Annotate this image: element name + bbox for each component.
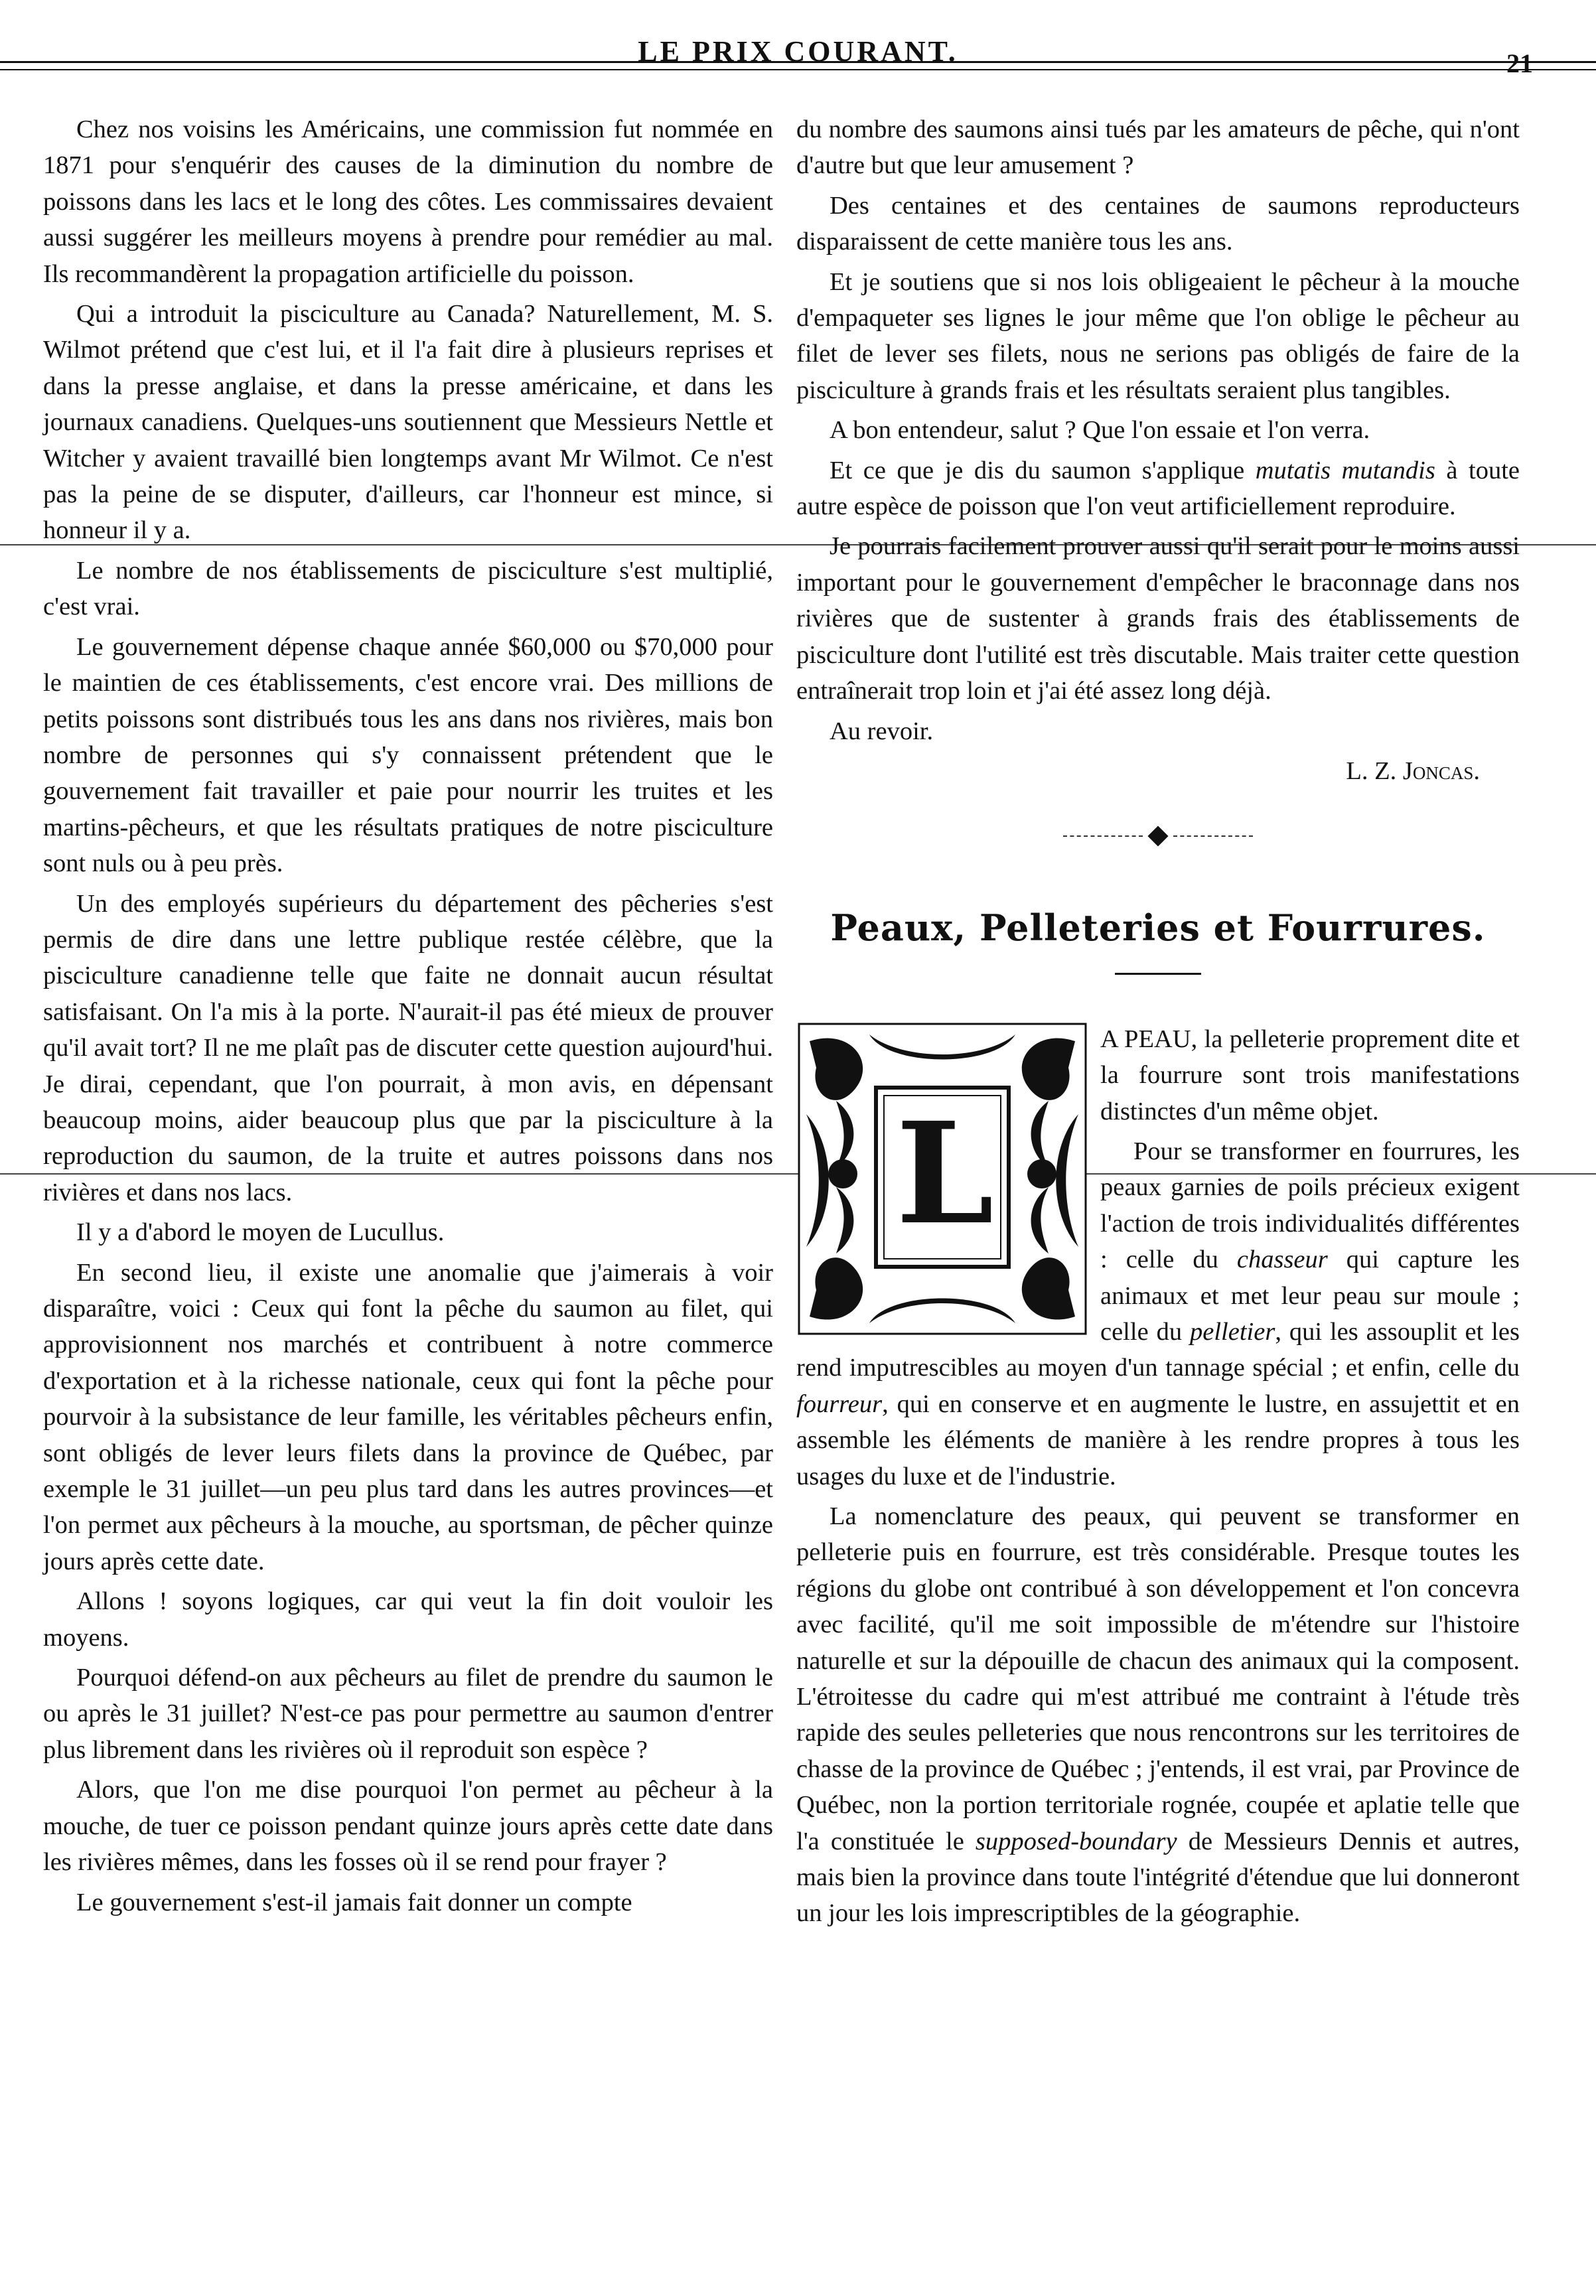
text-run: de Messieurs Dennis et autres, mais bien la province dans toute l'intégrité d'étendue que lui donneront un jour les lois imprescriptibles de la géographie.	[796, 1827, 1520, 1928]
paragraph: Le gouvernement s'est-il jamais fait donner un compte	[76, 1888, 632, 1916]
right-column	[796, 111, 1520, 1936]
paragraph: Alors, que l'on me dise pourquoi l'on permet au pêcheur à la mouche, de tuer ce poisson pendant quinze jours après cette date dans les rivières mêmes, dans les fosses où il se rend pour frayer ?	[43, 1776, 773, 1877]
left-column	[43, 111, 773, 1924]
text-run: Et ce que je dis du saumon s'applique	[830, 456, 1256, 484]
italic-phrase: supposed-boundary	[975, 1827, 1177, 1855]
text-run: , qui les assouplit et les rend imputrescibles au moyen d'un tannage spécial ; et enfin, celle du	[796, 1317, 1520, 1382]
ornament-divider	[796, 829, 1520, 843]
divider-dash	[1173, 835, 1253, 837]
paragraph	[796, 1498, 1520, 1932]
diamond-ornament-icon	[1147, 826, 1168, 847]
header-rule-bottom	[0, 69, 1596, 70]
paragraph: Et je soutiens que si nos lois obligeaient le pêcheur à la mouche d'empaqueter ses lignes le jour même que l'on oblige le pêcheur au filet de lever ses filets, nous ne serions pas obligés de faire de la pisciculture à grands frais et les résultats seraient plus tangibles.	[796, 267, 1520, 404]
paragraph: Il y a d'abord le moyen de Lucullus.	[76, 1218, 445, 1247]
italic-word: pelletier	[1190, 1317, 1275, 1346]
section-title: Peaux, Pelleteries et Fourrures.	[830, 906, 1486, 950]
italic-phrase: mutatis mutandis	[1255, 456, 1435, 484]
paragraph: Un des employés supérieurs du département des pêcheries s'est permis de dire dans une lettre publique restée célèbre, que la pisciculture canadienne telle que faite ne donnait aucun résultat satisfaisant. On l'a mis à la porte. N'aurait-il pas été mieux de prouver qu'il avait tort? Il ne me plaît pas de discuter cette question aujourd'hui. Je dirai, cependant, que l'on pourrait, à mon avis, en dépensant beaucoup moins, aider beaucoup plus que par la pisciculture à la reproduction du saumon, de la truite et autres poissons dans nos rivières et dans nos lacs.	[43, 889, 773, 1206]
paragraph: Le gouvernement dépense chaque année $60,000 ou $70,000 pour le maintien de ces établissements, c'est encore vrai. Des millions de petits poissons sont distribués tous les ans dans nos rivières, mais bon nombre de personnes qui s'y connaissent prétendent que le gouvernement fait travailler et paie pour nourrir les truites et les martins-pêcheurs, et que les résultats pratiques de notre pisciculture sont nuls ou à peu près.	[43, 632, 773, 878]
running-title: LE PRIX COURANT.	[638, 35, 958, 68]
title-rule	[1115, 973, 1201, 975]
ornamental-dropcap-icon	[796, 1021, 1088, 1336]
text-run: Pour se transformer en fourrures, les peaux garnies de poils précieux exigent l'action de trois individualités différentes : celle du	[1100, 1137, 1520, 1274]
signature-name: L. Z. Joncas.	[1346, 756, 1480, 785]
paragraph: A bon entendeur, salut ? Que l'on essaie et l'on verra.	[830, 416, 1370, 445]
divider-dash	[1063, 835, 1143, 837]
text-run: , qui en conserve et en augmente le lustre, en assujettit et en assemble les éléments de manière à les rendre propres à tous les usages du luxe et de l'industrie.	[796, 1390, 1520, 1490]
paragraph: Pourquoi défend-on aux pêcheurs au filet de prendre du saumon le ou après le 31 juillet? N'est-ce pas pour permettre au saumon d'entrer plus librement dans les rivières où il reproduit son espèce ?	[43, 1664, 773, 1764]
text-run: à toute autre espèce de poisson que l'on veut artificiellement reproduire.	[796, 456, 1520, 521]
paragraph: Le nombre de nos établissements de pisciculture s'est multiplié, c'est vrai.	[43, 556, 773, 621]
italic-word: chasseur	[1236, 1246, 1328, 1274]
paragraph-mutatis	[796, 453, 1520, 525]
closing: Au revoir.	[830, 717, 934, 745]
paragraph: du nombre des saumons ainsi tués par les amateurs de pêche, qui n'ont d'autre but que leur amusement ?	[796, 115, 1520, 180]
paragraph: Allons ! soyons logiques, car qui veut la fin doit vouloir les moyens.	[43, 1587, 773, 1652]
paragraph: Des centaines et des centaines de saumons reproducteurs disparaissent de cette manière tous les ans.	[796, 191, 1520, 256]
paragraph: Qui a introduit la pisciculture au Canada? Naturellement, M. S. Wilmot prétend que c'est lui, et il l'a fait dire à plusieurs reprises et dans la presse anglaise, et dans la presse américaine, et dans les journaux canadiens. Quelques-uns soutiennent que Messieurs Nettle et Witcher y avaient travaillé bien longtemps avant Mr Wilmot. Ce n'est pas la peine de se disputer, d'ailleurs, car l'honneur est mince, si honneur il y a.	[43, 300, 773, 545]
italic-word: fourreur	[796, 1390, 883, 1418]
paragraph: Je pourrais facilement prouver aussi qu'il serait pour le moins aussi important pour le gouvernement d'empêcher le braconnage dans nos rivières que de sustenter à grands frais des établissements de pisciculture dont l'utilité est très discutable. Mais traiter cette question entraînerait trop loin et j'ai été assez long déjà.	[796, 532, 1520, 705]
signature	[796, 753, 1520, 789]
dropcap-letter: L	[896, 1091, 994, 1256]
paragraph: Chez nos voisins les Américains, une commission fut nommée en 1871 pour s'enquérir des causes de la diminution du nombre de poissons dans les lacs et le long des côtes. Les commissaires devaient aussi suggérer les meilleurs moyens à prendre pour remédier au mal. Ils recommandèrent la propagation artificielle du poisson.	[43, 115, 773, 288]
page-number: 21	[1506, 48, 1533, 78]
paragraph: A PEAU, la pelleterie proprement dite et la fourrure sont trois manifestations distinctes d'un même objet.	[1100, 1025, 1520, 1125]
text-run: qui capture les animaux et met leur peau sur moule ; celle du	[1100, 1246, 1520, 1346]
furs-article	[796, 1021, 1520, 1932]
text-run: La nomenclature des peaux, qui peuvent se transformer en pelleterie puis en fourrure, est très considérable. Presque toutes les régions du globe ont contribué à son développement et l'on concevra avec facilité, qu'il me soit impossible de m'étendre sur l'histoire naturelle et sur la dépouille de chacun des animaux qui la composent. L'étroitesse du cadre qui m'est attribué me contraint à l'étude très rapide des seules pelleteries que nous rencontrons sur les territoires de chasse de la province de Québec ; j'entends, il est vrai, par Province de Québec, non la portion territoriale rognée, coupée et aplatie telle que l'a constituée le	[796, 1502, 1520, 1855]
paragraph: En second lieu, il existe une anomalie que j'aimerais à voir disparaître, voici : Ceux qui font la pêche du saumon au filet, qui approvisionnent nos marchés et contribuent à notre commerce d'exportation et à la richesse nationale, ceux qui font la pêche pour pourvoir à la subsistance de leur famille, les véritables pêcheurs enfin, sont obligés de lever leurs filets dans la province de Québec, par exemple le 31 juillet—un peu plus tard dans les autres provinces—et l'on permet aux pêcheurs à la mouche, au sportsman, de pêcher quinze jours après cette date.	[43, 1258, 773, 1575]
